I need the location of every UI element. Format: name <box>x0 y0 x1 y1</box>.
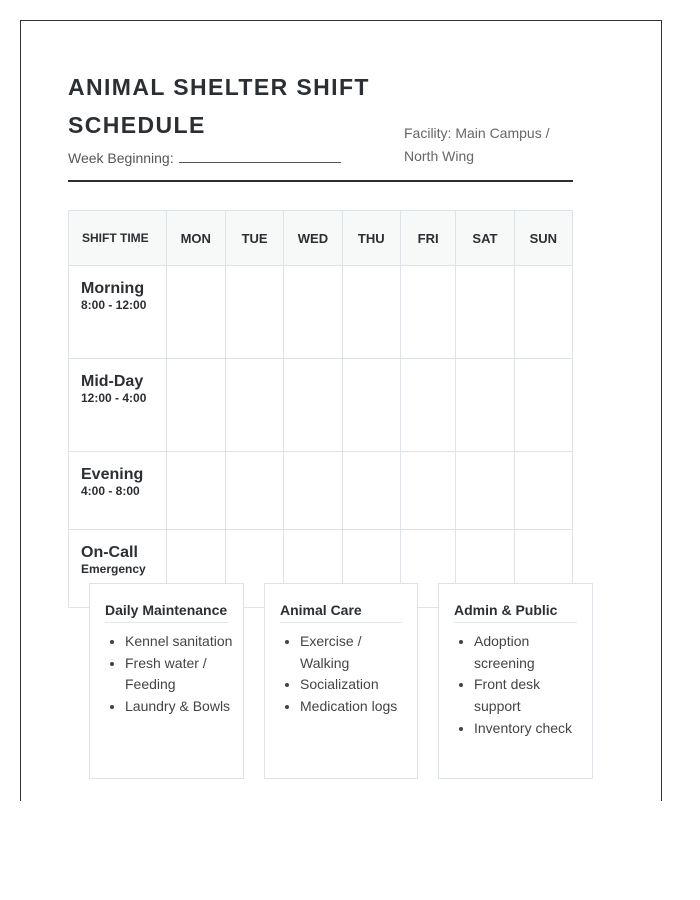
week-beginning <box>68 148 341 167</box>
week-beginning-label: Week Beginning: <box>68 150 174 166</box>
header-day-fri: FRI <box>400 211 455 266</box>
shift-schedule-table <box>68 210 573 608</box>
schedule-cell[interactable] <box>342 266 400 359</box>
schedule-cell[interactable] <box>166 266 225 359</box>
schedule-cell[interactable] <box>225 359 283 452</box>
task-list <box>265 631 417 718</box>
header-day-wed: WED <box>284 211 342 266</box>
list-item: • Fresh water / Feeding <box>125 653 243 696</box>
list-item: • Kennel sanitation <box>125 631 243 653</box>
shift-time: 4:00 - 8:00 <box>81 484 140 498</box>
schedule-cell[interactable] <box>514 452 572 530</box>
schedule-cell[interactable] <box>166 452 225 530</box>
list-item: • Laundry & Bowls <box>125 696 243 718</box>
header-day-sun: SUN <box>514 211 572 266</box>
page-header <box>68 68 573 182</box>
table-row <box>69 359 573 452</box>
schedule-cell[interactable] <box>400 266 455 359</box>
schedule-cell[interactable] <box>225 266 283 359</box>
animal-care-card <box>264 583 418 779</box>
shift-name: On-Call <box>81 544 138 561</box>
schedule-cell[interactable] <box>284 359 342 452</box>
header-day-sat: SAT <box>456 211 514 266</box>
table-row <box>69 266 573 359</box>
schedule-cell[interactable] <box>284 266 342 359</box>
facility-info: Facility: Main Campus / North Wing <box>404 125 550 164</box>
card-title: Daily Maintenance <box>105 599 228 623</box>
schedule-cell[interactable] <box>342 359 400 452</box>
schedule-cell[interactable] <box>342 452 400 530</box>
header-shift-time: SHIFT TIME <box>69 211 167 266</box>
shift-name: Morning <box>81 280 145 297</box>
schedule-cell[interactable] <box>400 452 455 530</box>
list-item: • Front desk support <box>474 674 592 717</box>
shift-time: 8:00 - 12:00 <box>81 298 147 312</box>
shift-label-cell <box>69 266 167 359</box>
shift-label-cell <box>69 359 167 452</box>
task-list <box>90 631 243 718</box>
list-item: • Medication logs <box>300 696 417 718</box>
card-title: Animal Care <box>280 599 402 623</box>
table-row <box>69 452 573 530</box>
schedule-cell[interactable] <box>166 359 225 452</box>
shift-label-cell <box>69 452 167 530</box>
schedule-cell[interactable] <box>456 359 514 452</box>
shift-time: 12:00 - 4:00 <box>81 391 147 405</box>
header-day-thu: THU <box>342 211 400 266</box>
list-item: • Exercise / Walking <box>300 631 417 674</box>
task-list <box>439 631 592 740</box>
card-title: Admin & Public <box>454 599 577 623</box>
daily-maintenance-card <box>89 583 244 779</box>
list-item: • Inventory check <box>474 718 592 740</box>
header-day-tue: TUE <box>225 211 283 266</box>
schedule-cell[interactable] <box>514 266 572 359</box>
page-title: ANIMAL SHELTER SHIFT SCHEDULE <box>68 74 370 138</box>
schedule-cell[interactable] <box>456 452 514 530</box>
list-item: • Adoption screening <box>474 631 592 674</box>
admin-public-card <box>438 583 593 779</box>
schedule-cell[interactable] <box>284 452 342 530</box>
shift-time: Emergency <box>81 562 146 576</box>
week-beginning-blank <box>179 148 341 163</box>
schedule-cell[interactable] <box>225 452 283 530</box>
schedule-cell[interactable] <box>514 359 572 452</box>
table-header-row <box>69 211 573 266</box>
header-day-mon: MON <box>166 211 225 266</box>
schedule-cell[interactable] <box>400 359 455 452</box>
shift-name: Evening <box>81 466 144 483</box>
list-item: • Socialization <box>300 674 417 696</box>
shift-name: Mid-Day <box>81 373 144 390</box>
schedule-cell[interactable] <box>456 266 514 359</box>
